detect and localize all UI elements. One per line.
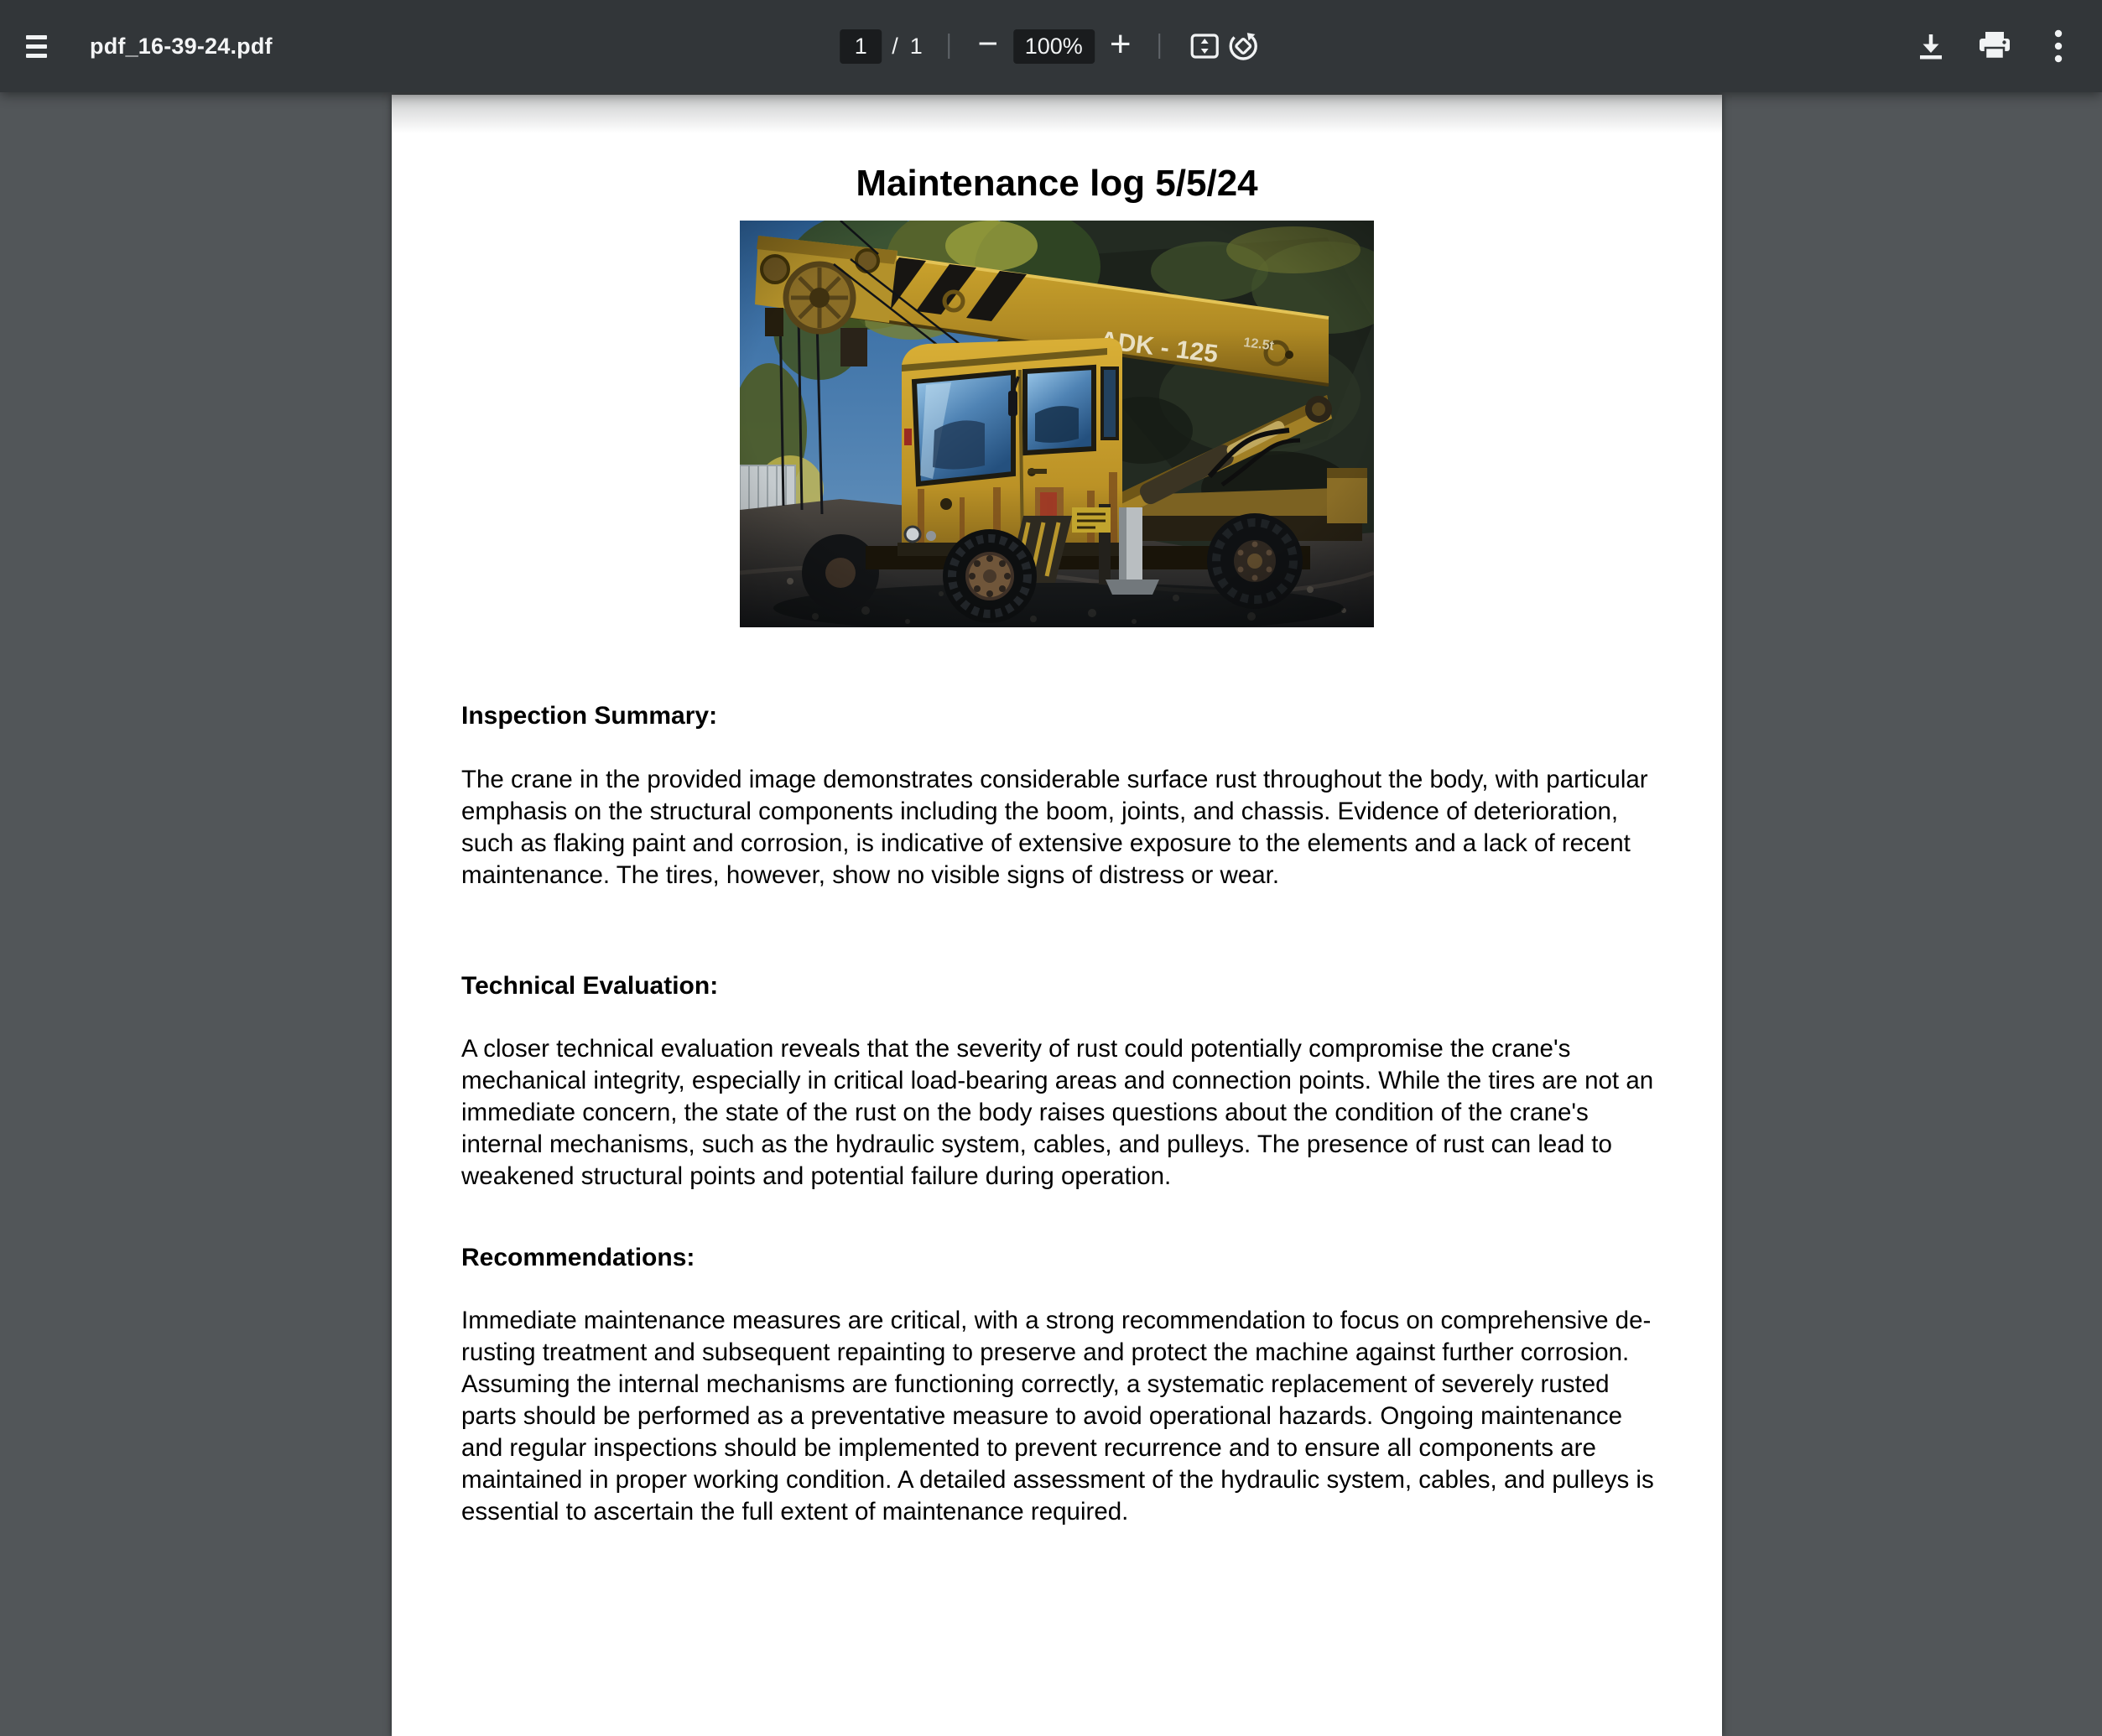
section-body-inspection-summary: The crane in the provided image demonstrates considerable surface rust throughout the body, with particular emphasis on the structural components including the boom, joints, and chassis. Evidence of deterioration, such as flaking paint and corrosion, is indicative of extensive exposure to the elements and a lack of recent maintenance. The tires, however, show no visible signs of distress or wear. [461, 766, 1648, 889]
menu-icon[interactable] [26, 29, 60, 63]
section-heading-technical-evaluation: Technical Evaluation: [461, 972, 719, 1000]
fit-to-page-button[interactable] [1185, 21, 1224, 71]
section-heading-recommendations: Recommendations: [461, 1244, 695, 1271]
zoom-in-icon: + [1109, 23, 1132, 65]
rotate-button[interactable] [1224, 21, 1262, 71]
pdf-scroll-area[interactable] [0, 92, 2102, 1736]
page-divider-label: / [892, 33, 898, 59]
print-icon [1979, 32, 2011, 60]
zoom-out-icon: − [977, 23, 999, 63]
pdf-viewer-toolbar [0, 0, 2102, 92]
crane-photo-illustration [740, 221, 1374, 627]
section-heading-inspection-summary: Inspection Summary: [461, 702, 718, 730]
page-current-value: 1 [854, 33, 867, 59]
more-options-button[interactable] [2037, 21, 2080, 71]
zoom-level-value: 100% [1024, 33, 1083, 59]
fit-to-page-icon [1190, 34, 1219, 59]
section-body-recommendations: Immediate maintenance measures are critical, with a strong recommendation to focus on comprehensive de-rusting treatment and subsequent repainting to preserve and protect the machine against further corrosion. Assuming the internal mechanisms are functioning correctly, a systematic replacement of severely rusted parts should be performed as a preventative measure to avoid operational hazards. Ongoing maintenance and regular inspections should be implemented to prevent recurrence and to ensure all components are maintained in proper working condition. A detailed assessment of the hydraulic system, cables, and pulleys is essential to ascertain the full extent of maintenance required. [461, 1307, 1654, 1525]
page-number-input[interactable] [840, 29, 882, 64]
toolbar-divider [1158, 34, 1160, 59]
zoom-level-display [1013, 29, 1095, 64]
print-button[interactable] [1973, 21, 2016, 71]
document-filename: pdf_16-39-24.pdf [90, 33, 273, 59]
document-title: Maintenance log 5/5/24 [856, 163, 1258, 204]
pdf-page-1 [392, 95, 1722, 1736]
section-body-technical-evaluation: A closer technical evaluation reveals that the severity of rust could potentially compromise the crane's mechanical integrity, especially in critical load-bearing areas and connection points. While the tires are not an immediate concern, the state of the rust on the body raises questions about the condition of the crane's internal mechanisms, such as the hydraulic system, cables, and pulleys. The presence of rust can lead to weakened structural points and potential failure during operation. [461, 1035, 1654, 1190]
zoom-in-button[interactable] [1095, 21, 1133, 71]
download-icon [1918, 33, 1943, 60]
page-total-label: 1 [909, 33, 923, 59]
rotate-counterclockwise-icon [1226, 29, 1260, 63]
toolbar-divider [948, 34, 950, 59]
download-button[interactable] [1909, 21, 1953, 71]
zoom-out-button[interactable] [975, 21, 1013, 71]
three-dot-menu-icon [2054, 29, 2063, 63]
crane-photo [740, 221, 1374, 627]
